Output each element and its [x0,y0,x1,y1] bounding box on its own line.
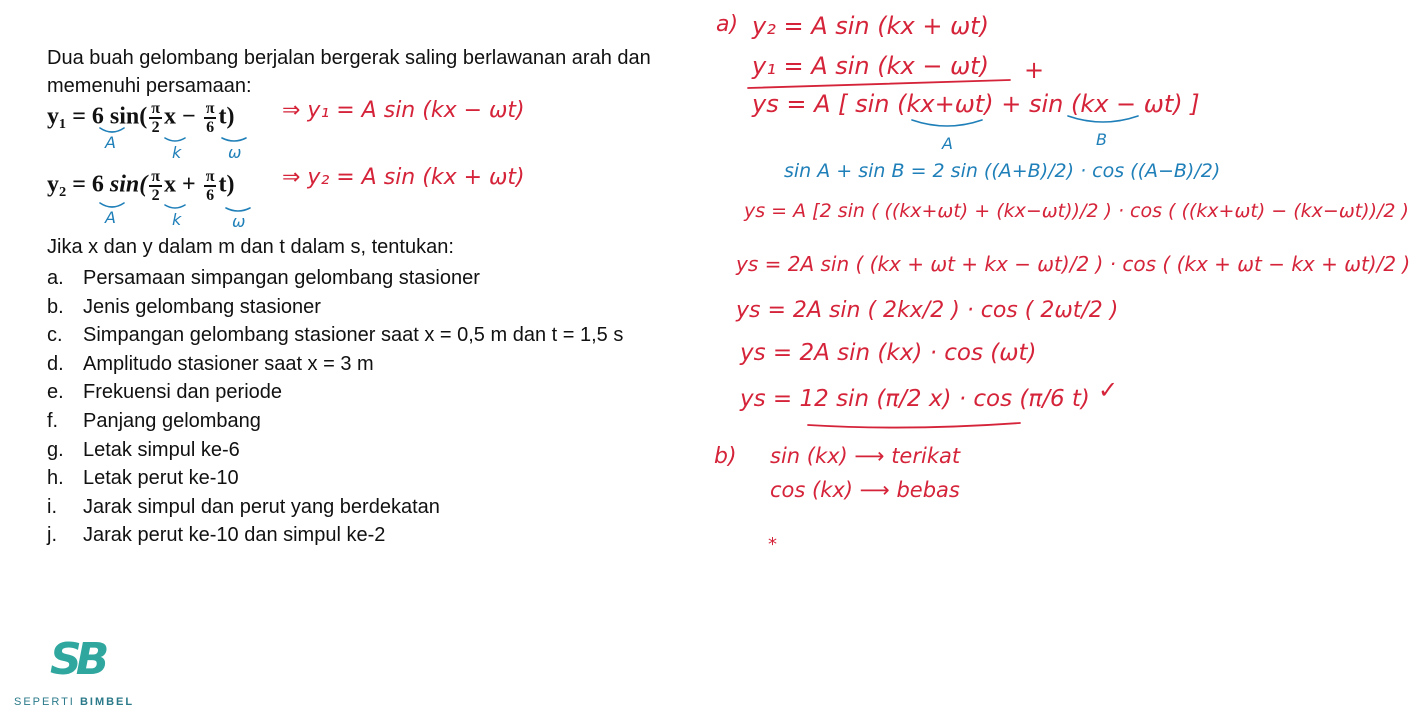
logo-word2: BIMBEL [79,696,135,708]
brace-k-y1 [165,138,185,141]
question-letter: e. [47,381,64,404]
brace-A [912,120,982,126]
annotation-y1-form: ⇒ y₁ = A sin (kx − ωt) [282,98,525,123]
part-c-mark: * [768,534,777,555]
solution-step2: ys = 2A sin ( (kx + ωt + kx − ωt)/2 ) · cos ( (kx + ωt − kx + ωt)/2 ) [736,252,1410,276]
equation-y1-fn: sin( [109,103,148,130]
label-omega-y1: ω [228,143,242,162]
label-amplitude-y1: A [105,133,116,152]
question-letter: d. [47,352,64,375]
question-letter: b. [47,295,64,318]
question-letter: i. [47,495,57,518]
solution-step5: ys = 12 sin (π/2 x) · cos (π/6 t) [740,386,1090,412]
brace-w-y1 [222,138,246,141]
equation-y2-lhs: y₂ = 6 [47,171,104,198]
equation-y1-tail: t) [218,103,235,130]
label-A: A [942,134,953,153]
question-text: Simpangan gelombang stasioner saat x = 0,5 m dan t = 1,5 s [83,324,624,347]
question-text: Letak perut ke-10 [83,467,239,490]
logo-word1: SEPERTI [14,696,75,708]
frac-denominator: 6 [206,187,215,204]
logo-mark: SB [50,634,104,685]
brace-a-y2 [100,203,124,207]
equation-y2-tail: t) [218,171,235,198]
part-a-label: a) [716,12,739,37]
brace-k-y2 [165,205,185,208]
problem-condition: Jika x dan y dalam m dan t dalam s, tentukan: [47,236,454,258]
frac-denominator: 2 [151,119,160,136]
solution-plus: + [1024,56,1045,84]
label-omega-y2: ω [232,212,246,231]
question-text: Letak simpul ke-6 [83,438,240,461]
question-text: Jarak simpul dan perut yang berdekatan [83,495,440,518]
solution-step3: ys = 2A sin ( 2kx/2 ) · cos ( 2ωt/2 ) [736,298,1119,323]
question-letter: j. [47,524,57,547]
frac-denominator: 2 [151,187,160,204]
question-letter: g. [47,438,64,461]
question-text: Amplitudo stasioner saat x = 3 m [83,352,374,375]
label-k-y2: k [172,210,182,229]
question-text: Persamaan simpangan gelombang stasioner [83,267,480,289]
annotation-y2-form: ⇒ y₂ = A sin (kx + ωt) [282,165,525,190]
equation-y1-mid: x − [164,103,196,130]
label-amplitude-y2: A [105,208,116,227]
brace-a-y1 [100,128,124,132]
solution-line2: y₁ = A sin (kx − ωt) [752,52,989,80]
equation-y1-lhs: y₁ = 6 [47,103,104,130]
part-b-label: b) [714,444,737,469]
equation-y2-mid: x + [164,171,196,198]
solution-step4: ys = 2A sin (kx) · cos (ωt) [740,340,1037,366]
solution-line1: y₂ = A sin (kx + ωt) [752,12,989,40]
problem-intro: Dua buah gelombang berjalan bergerak saling berlawanan arah dan memenuhi persamaan: [47,47,651,97]
label-B: B [1096,130,1107,149]
question-letter: f. [47,409,59,432]
question-letter: c. [47,324,63,347]
brace-w-y2 [226,208,250,211]
frac-numerator: π [151,168,160,185]
result-underline [808,423,1020,428]
question-letter: h. [47,467,64,490]
question-text: Jarak perut ke-10 dan simpul ke-2 [83,524,386,547]
frac-denominator: 6 [206,119,215,136]
question-text: Jenis gelombang stasioner [83,295,321,318]
question-letter: a. [47,267,64,289]
part-b-line1: sin (kx) ⟶ terikat [770,444,961,468]
label-k-y1: k [172,143,182,162]
sum-rule [748,80,1010,88]
equation-y2-fn: sin( [109,171,148,198]
question-text: Panjang gelombang [83,409,261,432]
logo-wordmark [14,696,134,708]
trig-identity: sin A + sin B = 2 sin ((A+B)/2) · cos ((A−B)/2) [784,160,1221,182]
check-icon: ✓ [1098,376,1119,404]
part-b-line2: cos (kx) ⟶ bebas [770,478,960,502]
frac-numerator: π [205,168,215,185]
solution-line3: ys = A [ sin (kx+ωt) + sin (kx − ωt) ] [752,90,1200,118]
solution-step1: ys = A [2 sin ( ((kx+ωt) + (kx−ωt))/2 ) · cos ( ((kx+ωt) − (kx−ωt))/2 ) [744,200,1409,222]
frac-numerator: π [205,100,215,117]
question-text: Frekuensi dan periode [83,381,283,404]
frac-numerator: π [151,100,160,117]
